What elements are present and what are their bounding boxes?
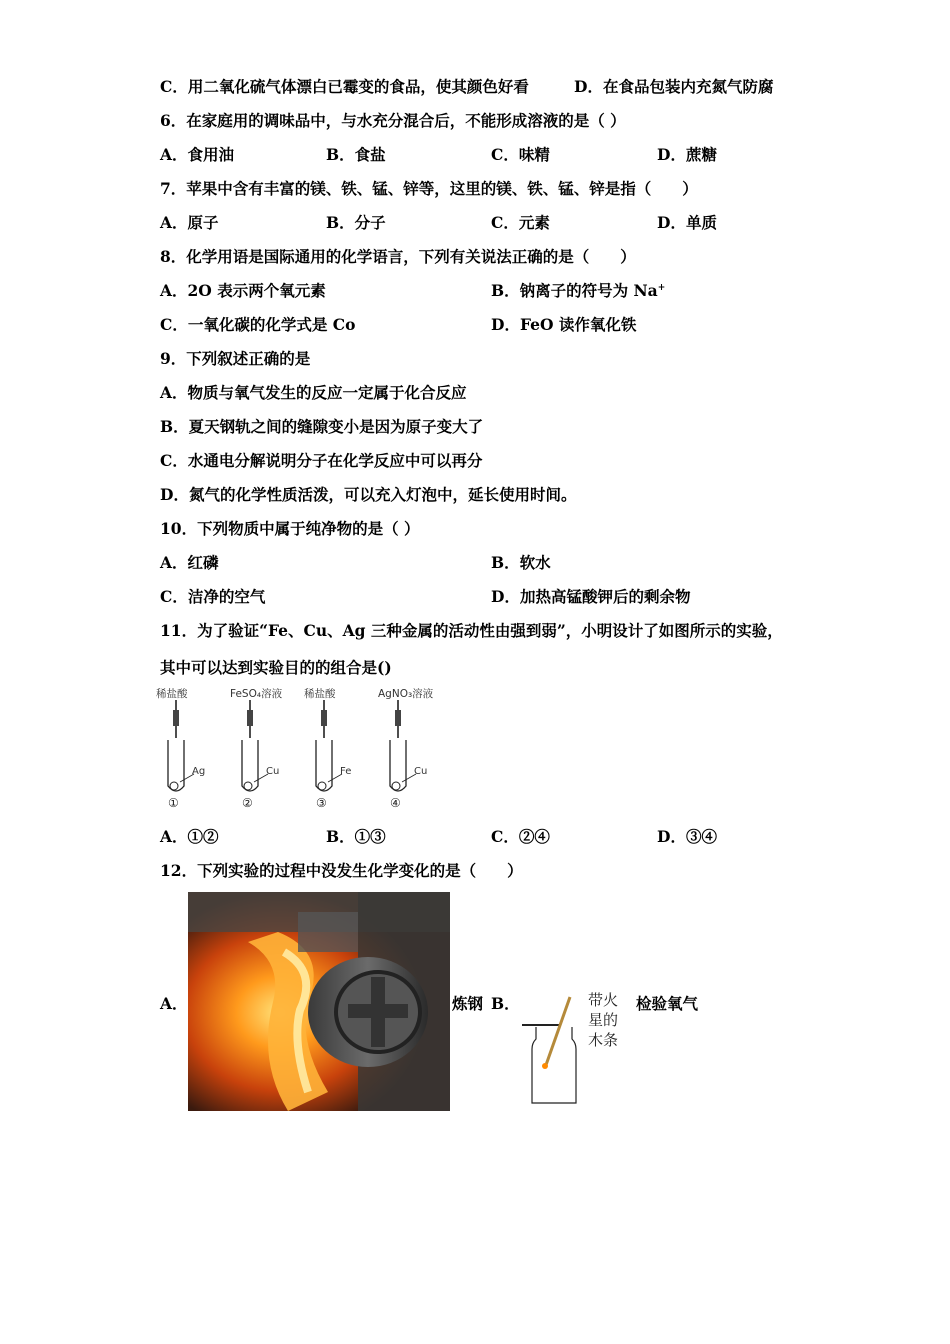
q9-option-c: C．水通电分解说明分子在化学反应中可以再分: [160, 451, 483, 470]
q8-options-row-2: [160, 313, 860, 337]
q9-option-a: A．物质与氧气发生的反应一定属于化合反应: [160, 383, 467, 402]
test-tube-icon: [156, 700, 216, 800]
glowing-splint-label: 带火星的木条: [588, 991, 619, 1049]
q12-option-a-label: A．: [160, 994, 188, 1013]
q12-option-a-caption: 炼钢: [452, 994, 484, 1013]
q7-option-c: C．元素: [491, 213, 550, 232]
test-tube-1: [156, 686, 226, 816]
q6-option-b: B．食盐: [326, 145, 386, 164]
tube-metal-label: Ag: [192, 766, 206, 777]
q6-option-d: D．蔗糖: [657, 145, 717, 164]
q7-option-a: A．原子: [160, 213, 219, 232]
test-tube-3: [304, 686, 374, 816]
q9-option-b: B．夏天钢轨之间的缝隙变小是因为原子变大了: [160, 417, 484, 436]
tube-number: ③: [316, 796, 327, 810]
tube-reagent-label: AgNO₃溶液: [378, 688, 434, 700]
q10-option-a: A．红磷: [160, 553, 219, 572]
q8-option-c: C．一氧化碳的化学式是 Co: [160, 315, 356, 334]
q8-option-a: A．2O 表示两个氧元素: [160, 281, 326, 300]
tube-metal-label: Cu: [414, 766, 428, 777]
q9-stem: 9．下列叙述正确的是: [160, 349, 311, 368]
q10-options-row-1: [160, 551, 860, 575]
test-tube-icon: [378, 700, 438, 800]
q6-options-row: [160, 143, 860, 167]
q8-option-b-text: B．钠离子的符号为 Na: [491, 281, 658, 300]
q10-option-d: D．加热高锰酸钾后的剩余物: [491, 587, 691, 606]
q11-option-d: D．③④: [657, 827, 717, 846]
q8-option-d: D．FeO 读作氧化铁: [491, 315, 637, 334]
tube-reagent-label: 稀盐酸: [304, 688, 336, 700]
test-tube-4: [378, 686, 448, 816]
q5-options-row: [160, 75, 774, 99]
tube-number: ①: [168, 796, 179, 810]
tube-metal-label: Fe: [340, 766, 352, 777]
q9-option-d: D．氮气的化学性质活泼，可以充入灯泡中，延长使用时间。: [160, 485, 577, 504]
q11-options-row: [160, 825, 860, 849]
q6-stem: 6．在家庭用的调味品中，与水充分混合后，不能形成溶液的是（ ）: [160, 111, 626, 130]
q10-option-c: C．洁净的空气: [160, 587, 266, 606]
test-tube-2: [230, 686, 300, 816]
charge-superscript: +: [657, 282, 666, 293]
gas-bottle-diagram: [520, 995, 590, 1110]
q11-option-c: C．②④: [491, 827, 550, 846]
tube-reagent-label: FeSO₄溶液: [230, 688, 283, 700]
q12-option-b-caption: 检验氧气: [636, 994, 699, 1013]
test-tube-icon: [304, 700, 364, 800]
test-tube-icon: [230, 700, 290, 800]
q7-option-d: D．单质: [657, 213, 717, 232]
q10-options-row-2: [160, 585, 860, 609]
q11-stem-line-1: 11．为了验证“Fe、Cu、Ag 三种金属的活动性由强到弱”，小明设计了如图所示的实验，: [160, 621, 783, 640]
q5-option-c: C．用二氧化硫气体漂白已霉变的食品，使其颜色好看: [160, 77, 529, 96]
q12-stem: 12．下列实验的过程中没发生化学变化的是（ ）: [160, 861, 523, 880]
q11-option-a: A．①②: [160, 827, 219, 846]
q10-option-b: B．软水: [491, 553, 551, 572]
steelmaking-photo: [188, 892, 450, 1111]
tube-number: ②: [242, 796, 253, 810]
q8-stem: 8．化学用语是国际通用的化学语言，下列有关说法正确的是（ ）: [160, 247, 636, 266]
q8-option-b: [491, 279, 665, 303]
test-tube-figure: [156, 686, 446, 816]
q11-option-b: B．①③: [326, 827, 386, 846]
tube-reagent-label: 稀盐酸: [156, 688, 188, 700]
q7-option-b: B．分子: [326, 213, 386, 232]
q12-option-b-label: B．: [491, 994, 520, 1013]
tube-number: ④: [390, 796, 401, 810]
q6-option-c: C．味精: [491, 145, 550, 164]
q5-option-d: D．在食品包装内充氮气防腐: [574, 77, 774, 96]
tube-metal-label: Cu: [266, 766, 280, 777]
q6-option-a: A．食用油: [160, 145, 235, 164]
q7-stem: 7．苹果中含有丰富的镁、铁、锰、锌等，这里的镁、铁、锰、锌是指（ ）: [160, 179, 698, 198]
q11-stem-line-2: 其中可以达到实验目的的组合是(): [160, 658, 392, 677]
q8-options-row-1: [160, 279, 860, 303]
q7-options-row: [160, 211, 860, 235]
q10-stem: 10．下列物质中属于纯净物的是（ ）: [160, 519, 420, 538]
